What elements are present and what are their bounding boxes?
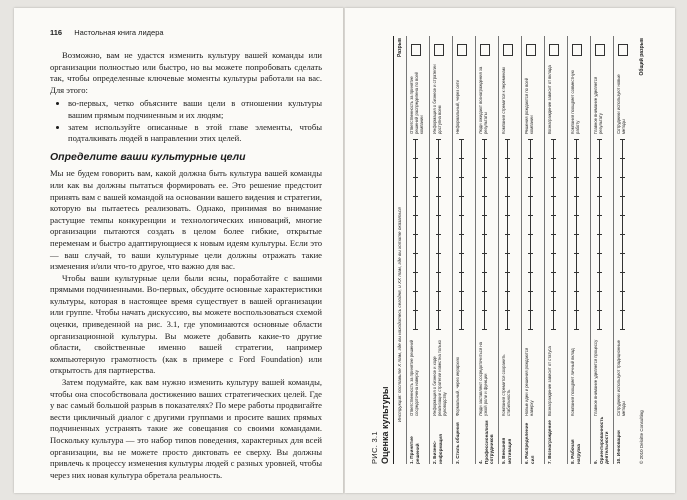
scale-tick — [436, 310, 441, 311]
scale-tick — [620, 329, 625, 330]
scale-tick — [620, 234, 625, 235]
figure-title: Оценка культуры — [380, 386, 390, 464]
scale-tick — [482, 291, 487, 292]
scale-tick — [597, 272, 602, 273]
scale-tick — [482, 272, 487, 273]
scale-tick — [551, 196, 556, 197]
scale-tick — [528, 177, 533, 178]
scale-tick — [551, 234, 556, 235]
scale-tick — [505, 139, 510, 140]
scale-tick — [459, 272, 464, 273]
scale-tick — [459, 158, 464, 159]
scale-tick — [551, 329, 556, 330]
gap-entry-box — [503, 44, 513, 56]
scale-tick — [574, 253, 579, 254]
scale-tick — [413, 272, 418, 273]
scale-tick — [528, 291, 533, 292]
scale-tick — [505, 177, 510, 178]
row-left-descriptor: Сотрудники используют традиционные методы — [616, 340, 627, 416]
scale-tick — [482, 234, 487, 235]
bullet-item: • затем используйте описанные в этой главе элементы, чтобы подталкивать людей в направлении этих целей. — [68, 122, 322, 145]
rating-scale-line — [622, 140, 623, 330]
row-right-descriptor: Компания поощряет совместную работу — [570, 70, 581, 134]
scale-tick — [436, 272, 441, 273]
gap-entry-box — [434, 44, 444, 56]
row-right-descriptor: Ответственность за принятие решений распределена по всей компании — [409, 72, 425, 134]
scale-tick — [413, 139, 418, 140]
scale-tick — [505, 272, 510, 273]
scale-tick — [574, 158, 579, 159]
scale-tick — [574, 139, 579, 140]
scale-tick — [574, 310, 579, 311]
scale-tick — [413, 291, 418, 292]
scale-tick — [436, 234, 441, 235]
scale-tick — [528, 196, 533, 197]
right-page — [345, 8, 675, 493]
row-right-descriptor: Главное внимание уделяется результату — [593, 76, 604, 134]
scale-tick — [482, 139, 487, 140]
scale-tick — [459, 139, 464, 140]
scale-tick — [551, 310, 556, 311]
gap-entry-box — [549, 44, 559, 56]
scale-tick — [459, 253, 464, 254]
scale-tick — [551, 272, 556, 273]
scale-tick — [505, 215, 510, 216]
scale-tick — [482, 310, 487, 311]
scale-tick — [413, 329, 418, 330]
scale-tick — [551, 177, 556, 178]
assessment-row — [567, 36, 591, 464]
scale-tick — [482, 215, 487, 216]
gap-entry-box — [572, 44, 582, 56]
rating-scale-line — [461, 140, 462, 330]
scale-tick — [482, 253, 487, 254]
row-right-descriptor: Неформальный, через сети — [455, 80, 460, 134]
row-dimension-name: 9. Ориентированность деятельности — [593, 416, 610, 464]
scale-tick — [482, 177, 487, 178]
gap-entry-box — [595, 44, 605, 56]
row-dimension-name: 1. Принятие решений — [409, 436, 420, 464]
scale-tick — [505, 196, 510, 197]
scale-tick — [551, 215, 556, 216]
scale-tick — [413, 177, 418, 178]
scale-tick — [528, 310, 533, 311]
row-right-descriptor: Компания стремится к переменам — [501, 67, 506, 134]
scale-tick — [505, 253, 510, 254]
scale-tick — [551, 291, 556, 292]
scale-tick — [620, 272, 625, 273]
scale-tick — [436, 177, 441, 178]
figure-instruction: Инструкция: поставьте X там, где вы находитесь сегодня, и XX там, где вы хотите оказаться — [397, 207, 402, 422]
scale-tick — [528, 139, 533, 140]
scale-tick — [597, 329, 602, 330]
scale-tick — [413, 215, 418, 216]
scale-tick — [597, 196, 602, 197]
scale-tick — [459, 291, 464, 292]
section-heading: Определите ваши культурные цели — [50, 150, 246, 163]
scale-tick — [459, 329, 464, 330]
assessment-row — [521, 36, 545, 464]
scale-tick — [436, 291, 441, 292]
left-page — [14, 8, 344, 493]
scale-tick — [597, 310, 602, 311]
title-rule — [393, 36, 394, 464]
scale-tick — [551, 158, 556, 159]
scale-tick — [436, 139, 441, 140]
scale-tick — [436, 158, 441, 159]
scale-tick — [459, 177, 464, 178]
row-dimension-name: 10. Инновации — [616, 430, 621, 464]
scale-tick — [528, 272, 533, 273]
assessment-row — [406, 36, 430, 464]
rating-scale-line — [599, 140, 600, 330]
scale-tick — [413, 158, 418, 159]
gap-entry-box — [618, 44, 628, 56]
row-dimension-name: 6. Распределение сил — [524, 422, 535, 464]
scale-tick — [597, 234, 602, 235]
rating-scale-line — [438, 140, 439, 330]
scale-tick — [620, 158, 625, 159]
row-dimension-name: 4. Профессионализм сотрудников — [478, 420, 495, 464]
assessment-row — [498, 36, 522, 464]
scale-tick — [574, 215, 579, 216]
scale-tick — [528, 253, 533, 254]
scale-tick — [597, 291, 602, 292]
figure-label: РИС. 3.1 — [370, 431, 379, 464]
scale-tick — [574, 177, 579, 178]
row-dimension-name: 2. Бизнес-информация — [432, 434, 443, 464]
scale-tick — [413, 253, 418, 254]
row-right-descriptor: Люди ожидают вознаграждения за результаты — [478, 66, 489, 134]
scale-tick — [459, 215, 464, 216]
scale-tick — [574, 234, 579, 235]
scale-tick — [505, 329, 510, 330]
scale-tick — [597, 158, 602, 159]
scale-tick — [413, 196, 418, 197]
scale-tick — [620, 177, 625, 178]
scale-tick — [436, 253, 441, 254]
bullet-item: • во-первых, четко объясните ваши цели в отношении культуры вашим прямым подчиненным и их людям; — [68, 98, 322, 121]
scale-tick — [413, 234, 418, 235]
scale-tick — [551, 139, 556, 140]
assessment-row — [475, 36, 499, 464]
scale-tick — [528, 158, 533, 159]
scale-tick — [620, 196, 625, 197]
gap-entry-box — [526, 44, 536, 56]
row-left-descriptor: Информация о бизнесе и ходе реализации стратегии известна только руководству — [432, 340, 448, 416]
scale-tick — [505, 310, 510, 311]
culture-assessment-figure — [370, 30, 660, 470]
scale-tick — [436, 215, 441, 216]
scale-tick — [551, 253, 556, 254]
row-right-descriptor: Информация о бизнесе и стратегии доступна всем — [432, 64, 443, 134]
scale-tick — [505, 234, 510, 235]
body-paragraph: Мы не будем говорить вам, какой должна быть культура вашей команды или как вы должны пытаться формировать ее. Это решение предстоит принять вам с вашей командой на основании вашего видения и стратегии, которую вы пытаетесь реализовать. Однако, принимая во внимание растущие темпы конкуренции и технологических инноваций, многие организации пытаются создать в целом более гибкие, открытые переменам и быстро адаптирующиеся к новым идеям культуры. Если это — ваш случай, то ваши культурные цели должны отражать такие изменения и/или что-то другое, что важно для вас. — [50, 168, 322, 272]
scale-tick — [482, 329, 487, 330]
scale-tick — [620, 139, 625, 140]
scale-tick — [505, 158, 510, 159]
assessment-row — [452, 36, 476, 464]
scale-tick — [597, 253, 602, 254]
scale-tick — [574, 291, 579, 292]
row-dimension-name: 7. Вознаграждение — [547, 420, 552, 464]
scale-tick — [597, 215, 602, 216]
row-dimension-name: 3. Стиль общения — [455, 422, 460, 464]
book-title: Настольная книга лидера — [74, 28, 164, 37]
bullet-list — [50, 98, 322, 144]
scale-tick — [620, 215, 625, 216]
scale-tick — [597, 177, 602, 178]
body-paragraph: Чтобы ваши культурные цели были ясны, поработайте с вашими прямыми подчиненными. Во-первых, обсудите основные характеристики культуры, которая в настоящее время существует в вашей организации или группе. Чтобы начать дискуссию, вы можете воспользоваться схемой оценки, приведенной на рис. 3.1, где упоминаются основные области организационной культуры. Вы можете добавить какие-то другие области, свойственные именно вашей стратегии, например компьютерную грамотность (как в примере с Ford Foundation) или открытость для партнерства. — [50, 272, 322, 376]
gap-entry-box — [411, 44, 421, 56]
page-number: 116 — [50, 28, 63, 37]
scale-tick — [620, 253, 625, 254]
scale-tick — [528, 329, 533, 330]
rating-scale-line — [553, 140, 554, 330]
row-left-descriptor: Вознаграждение зависит от статуса — [547, 346, 552, 416]
assessment-row — [613, 36, 637, 464]
scale-tick — [574, 272, 579, 273]
rating-scale-line — [530, 140, 531, 330]
scale-tick — [482, 158, 487, 159]
scale-tick — [528, 234, 533, 235]
scale-tick — [436, 196, 441, 197]
scale-tick — [597, 139, 602, 140]
row-left-descriptor: Люди заставляют сосредоточиться на узкой роли и функции — [478, 342, 489, 416]
scale-tick — [574, 196, 579, 197]
body-paragraph: Затем подумайте, как вам нужно изменить культуру вашей команды, чтобы она способствовала достижению ваших стратегических целей. Где у вас самый большой разрыв в показателях? По мере работы продвигайте вести цикличный диалог с другими группами и просите ваших прямых подчиненных устранять такие же совещания со своими командами. Поскольку культура — это набор типов поведения, характерных для всей организации, вы не можете просто диктовать ее сверху. Вы должны привлечь к процессу изменения культуры людей с разных уровней, чтобы через них новая культура обретала реальность. — [50, 377, 322, 480]
rating-scale-line — [507, 140, 508, 330]
row-left-descriptor: Главное внимание уделяется процессу — [593, 339, 598, 416]
scale-tick — [620, 310, 625, 311]
gap-column-header: Разрыв — [397, 38, 403, 57]
row-right-descriptor: Вознаграждение зависит от вклада — [547, 65, 552, 134]
scale-tick — [413, 310, 418, 311]
left-page-body — [50, 50, 322, 481]
figure-copyright: © 2010 Deloitte Consulting — [639, 410, 644, 464]
intro-paragraph: Возможно, вам не удастся изменить культуру вашей команды или организации полностью или быстро, но вы можете попробовать сделать так, чтобы определенные ключевые моменты культуры работали на вас. Для этого: — [50, 50, 322, 95]
scale-tick — [436, 329, 441, 330]
assessment-row — [590, 36, 614, 464]
scale-tick — [482, 196, 487, 197]
scale-tick — [505, 291, 510, 292]
row-left-descriptor: Новые идеи и решения рождаются наверху — [524, 347, 535, 416]
assessment-row — [544, 36, 568, 464]
scale-tick — [459, 196, 464, 197]
row-dimension-name: 5. Внешняя мотивация — [501, 437, 512, 464]
scale-tick — [528, 215, 533, 216]
scale-tick — [620, 291, 625, 292]
scale-tick — [459, 310, 464, 311]
row-left-descriptor: Ответственность за принятие решений сосредоточена наверху — [409, 339, 420, 416]
running-header — [50, 28, 164, 37]
rating-scale-line — [576, 140, 577, 330]
assessment-row — [429, 36, 453, 464]
scale-tick — [574, 329, 579, 330]
row-left-descriptor: Компания поощряет личный вклад — [570, 348, 575, 416]
scale-tick — [459, 234, 464, 235]
rating-scale-line — [484, 140, 485, 330]
row-right-descriptor: Решения рождаются по всей компании — [524, 77, 535, 134]
row-left-descriptor: Формальный, через иерархию — [455, 356, 460, 416]
rating-scale-line — [415, 140, 416, 330]
row-right-descriptor: Сотрудники используют новые методы — [616, 74, 627, 134]
row-left-descriptor: Компания стремится сохранить стабильность — [501, 354, 512, 416]
row-dimension-name: 8. Рабочая нагрузка — [570, 439, 581, 464]
gap-entry-box — [480, 44, 490, 56]
gap-entry-box — [457, 44, 467, 56]
total-gap-label: Общий разрыв — [639, 38, 645, 76]
